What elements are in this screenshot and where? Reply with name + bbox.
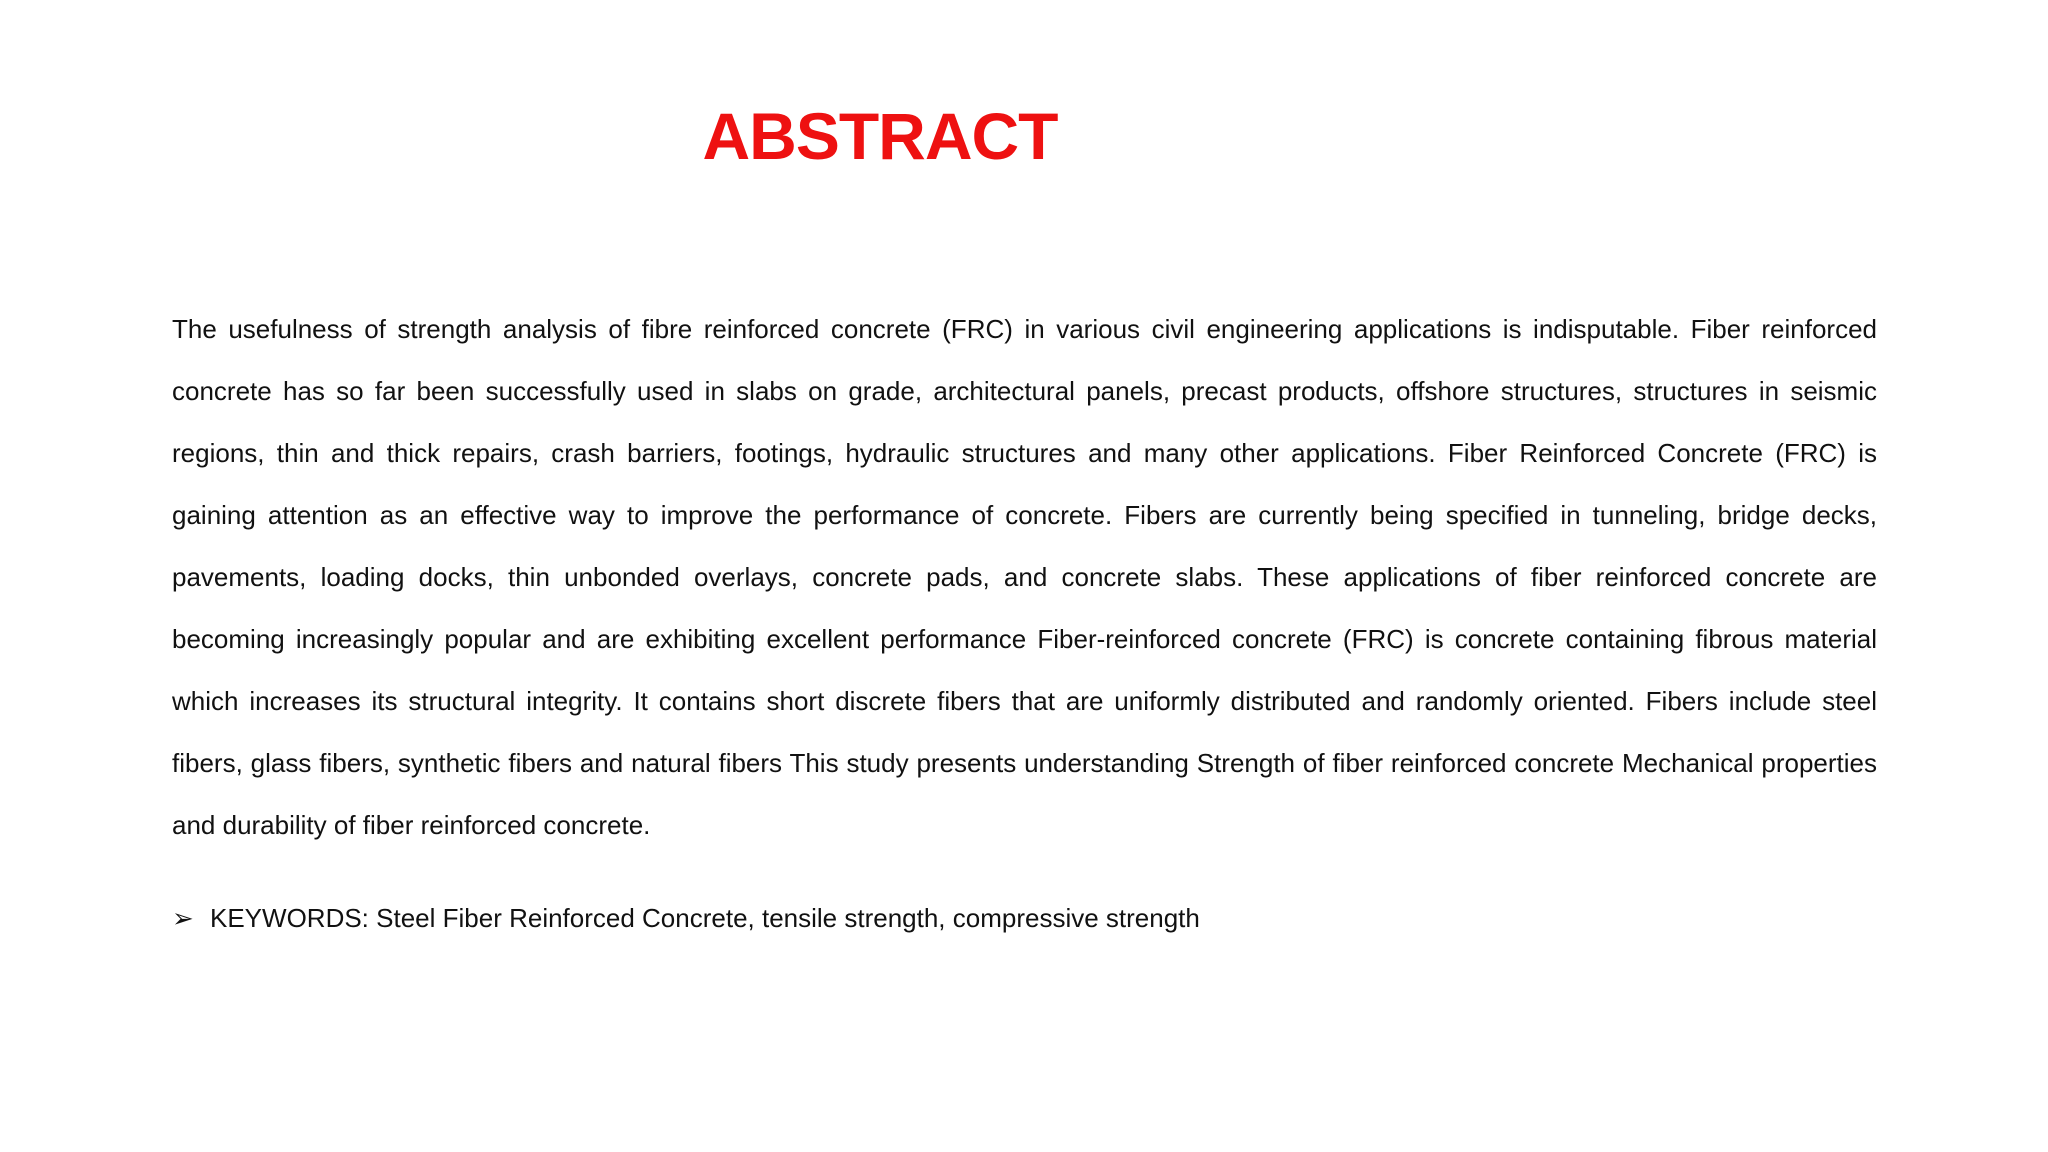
- keywords-text: KEYWORDS: Steel Fiber Reinforced Concrete, tensile strength, compressive strength: [210, 903, 1200, 933]
- abstract-paragraph: The usefulness of strength analysis of fibre reinforced concrete (FRC) in various civil engineering applications is indisputable. Fiber reinforced concrete has so far been successfully used in slabs on grade, architectural panels, precast products, offshore structures, structures in seismic regions, thin and thick repairs, crash barriers, footings, hydraulic structures and many other applications. Fiber Reinforced Concrete (FRC) is gaining attention as an effective way to improve the performance of concrete. Fibers are currently being specified in tunneling, bridge decks, pavements, loading docks, thin unbonded overlays, concrete pads, and concrete slabs. These applications of fiber reinforced concrete are becoming increasingly popular and are exhibiting excellent performance Fiber-reinforced concrete (FRC) is concrete containing fibrous material which increases its structural integrity. It contains short discrete fibers that are uniformly distributed and randomly oriented. Fibers include steel fibers, glass fibers, synthetic fibers and natural fibers This study presents understanding Strength of fiber reinforced concrete Mechanical properties and durability of fiber reinforced concrete.: [172, 314, 1877, 840]
- slide-title: ABSTRACT: [702, 99, 1058, 173]
- arrow-bullet-icon: ➢: [172, 903, 194, 933]
- keywords-line: [172, 898, 1877, 938]
